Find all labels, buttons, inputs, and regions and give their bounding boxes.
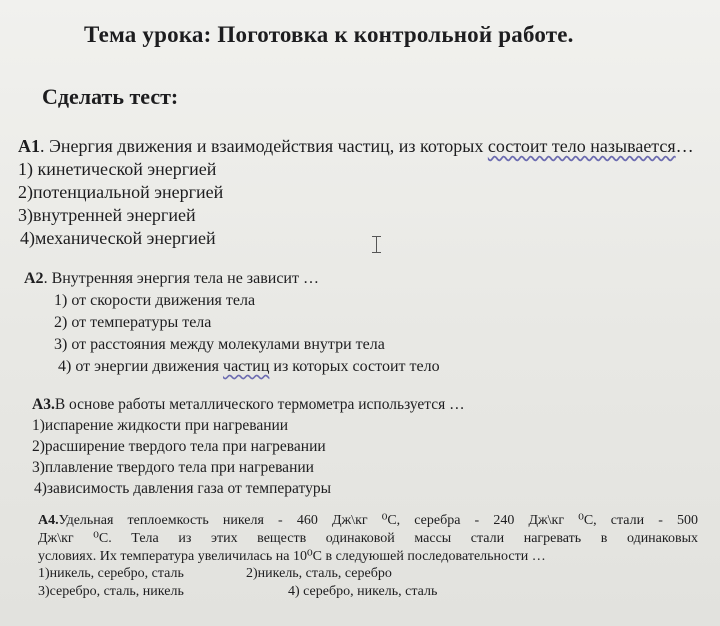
answer-option-underlined: частиц — [223, 358, 270, 375]
answer-option — [58, 358, 440, 376]
question-text: Удельная теплоемкость никеля - 460 Дж\кг ⁰С, серебра - 240 Дж\кг ⁰С, стали - 500 — [58, 513, 698, 528]
answer-option: 3)плавление твердого тела при нагревании — [32, 459, 314, 476]
question-text: . Внутренняя энергия тела не зависит … — [43, 270, 319, 287]
text-cursor-icon — [376, 236, 386, 253]
question-number: А4. — [38, 513, 59, 528]
answer-option: 1)никель, серебро, сталь — [38, 566, 184, 581]
answer-option: 2)никель, сталь, серебро — [246, 566, 392, 581]
answer-option: 3)серебро, сталь, никель — [38, 584, 184, 599]
answer-option: 2) от температуры тела — [54, 314, 212, 331]
answer-option: 4) серебро, никель, сталь — [288, 584, 438, 599]
answer-option: 1) от скорости движения тела — [54, 292, 256, 309]
task-instruction: Сделать тест: — [42, 84, 179, 109]
question-number: А3. — [32, 396, 55, 413]
answer-option: 1) кинетической энергией — [18, 159, 217, 179]
answer-option: 2)расширение твердого тела при нагревании — [32, 438, 326, 455]
question-text-end: … — [675, 136, 694, 156]
question-a1 — [18, 136, 694, 157]
question-number: А1 — [18, 136, 40, 156]
answer-option: 3)внутренней энергией — [18, 205, 196, 225]
answer-option: 1)испарение жидкости при нагревании — [32, 417, 289, 434]
answer-option: 2)потенциальной энергией — [18, 182, 224, 202]
answer-option: 3) от расстояния между молекулами внутри тела — [54, 336, 385, 353]
answer-option: 4)зависимость давления газа от температуры — [34, 480, 331, 497]
question-a4-line1 — [38, 512, 698, 529]
question-text-underlined: состоит тело называется — [487, 136, 676, 156]
answer-option: 4)механической энергией — [20, 228, 216, 248]
question-text-line3: условиях. Их температура увеличилась на 10⁰С в следуюшей последовательности … — [38, 549, 546, 564]
question-text-line2: Дж\кг ⁰С. Тела из этих веществ одинаковой массы стали нагревать в одинаковых — [38, 531, 698, 546]
question-text: . Энергия движения и взаимодействия частиц, из которых — [40, 136, 488, 156]
lesson-title: Тема урока: Поготовка к контрольной работе. — [84, 22, 574, 47]
question-number: А2 — [24, 270, 44, 287]
question-a2 — [24, 270, 319, 288]
question-a3 — [32, 396, 465, 414]
question-text: В основе работы металлического термометра используется … — [54, 396, 465, 413]
answer-option-end: из которых состоит тело — [269, 358, 440, 375]
answer-option-start: 4) от энергии движения — [58, 358, 224, 375]
